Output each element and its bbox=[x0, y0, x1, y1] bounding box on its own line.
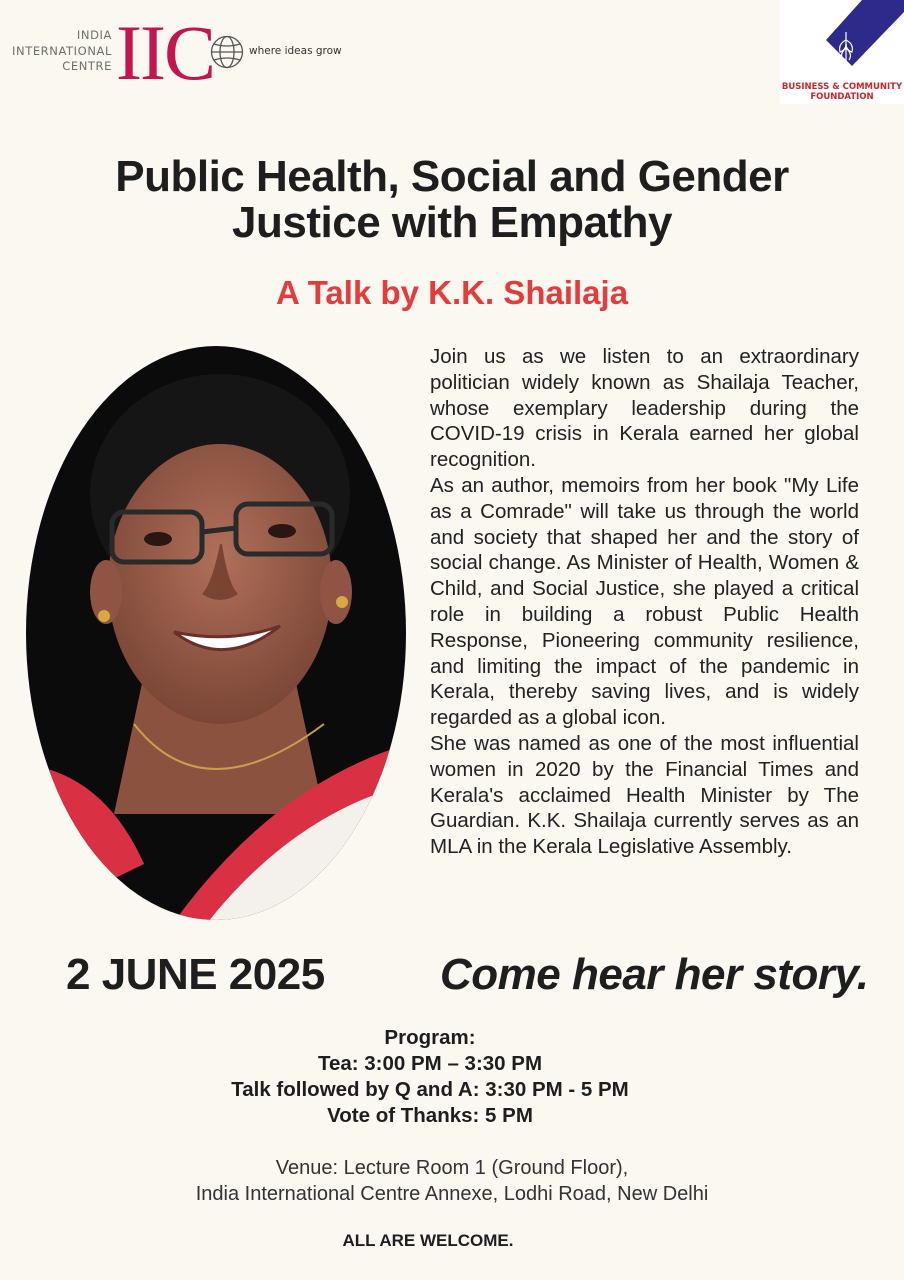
program-schedule bbox=[100, 1025, 760, 1129]
iic-logo-words bbox=[4, 28, 112, 75]
event-date: 2 JUNE 2025 bbox=[66, 950, 325, 999]
iic-logo bbox=[4, 9, 344, 96]
bcf-emblem-icon bbox=[780, 0, 904, 80]
iic-word-centre: CENTRE bbox=[62, 59, 112, 73]
event-title bbox=[40, 154, 864, 246]
event-title-line1: Public Health, Social and Gender bbox=[115, 152, 789, 201]
venue-line2: India International Centre Annexe, Lodhi Road, New Delhi bbox=[195, 1183, 709, 1205]
venue-line1: Venue: Lecture Room 1 (Ground Floor), bbox=[275, 1157, 629, 1179]
welcome-note: ALL ARE WELCOME. bbox=[342, 1231, 514, 1250]
program-item-thanks: Vote of Thanks: 5 PM bbox=[327, 1104, 533, 1127]
iic-tagline: where ideas grow bbox=[249, 45, 342, 57]
iic-word-international: INTERNATIONAL bbox=[12, 43, 112, 58]
bcf-logo bbox=[780, 0, 904, 104]
bcf-name-line1: BUSINESS & COMMUNITY bbox=[781, 82, 903, 92]
bio-paragraph-1: Join us as we listen to an extraordinary politician widely known as Shailaja Teacher, whose exemplary leadership during the COVID-19 crisis in Kerala earned her global recognition. bbox=[430, 345, 859, 472]
iic-word-india: INDIA bbox=[76, 28, 112, 42]
bio-paragraph-3: She was named as one of the most influential women in 2020 by the Financial Times and Kerala's acclaimed Health Minister by The Guardian. K.K. Shailaja currently serves as an MLA in the Kerala Legislative Assembly. bbox=[430, 731, 859, 859]
globe-icon bbox=[209, 34, 245, 70]
speaker-portrait bbox=[24, 344, 408, 922]
venue bbox=[60, 1155, 844, 1207]
bcf-name bbox=[780, 82, 904, 102]
program-item-talk: Talk followed by Q and A: 3:30 PM - 5 PM bbox=[231, 1078, 629, 1101]
event-subtitle: A Talk by K.K. Shailaja bbox=[275, 274, 629, 311]
call-to-action: Come hear her story. bbox=[440, 950, 869, 999]
speaker-bio bbox=[430, 344, 859, 860]
program-item-tea: Tea: 3:00 PM – 3:30 PM bbox=[317, 1052, 543, 1075]
bcf-name-line2: FOUNDATION bbox=[810, 92, 874, 102]
program-heading: Program: bbox=[384, 1026, 476, 1049]
event-title-line2: Justice with Empathy bbox=[232, 198, 672, 247]
bio-paragraph-2: As an author, memoirs from her book "My Life as a Comrade" will take us through the world and society that shaped her and the story of social change. As Minister of Health, Women & Child, and Social Justice, she played a critical role in building a robust Public Health Response, Pioneering community resilience, and limiting the impact of the pandemic in Kerala, thereby saving lives, and is widely regarded as a global icon. bbox=[430, 473, 859, 730]
iic-monogram: IIC bbox=[116, 9, 214, 96]
